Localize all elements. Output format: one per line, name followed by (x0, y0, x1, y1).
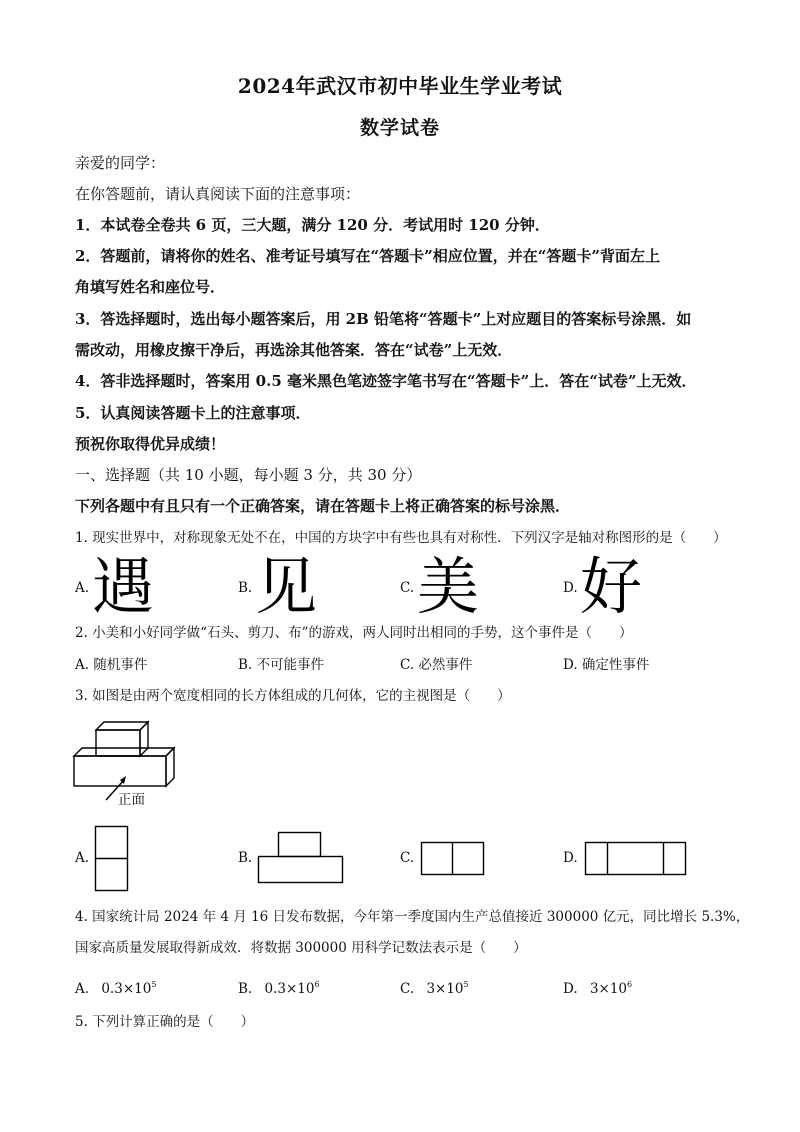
q3-option-a-label: A. (75, 850, 90, 866)
q1-option-c-label: C. (400, 580, 415, 596)
q3-solid-figure (70, 718, 180, 788)
q3-option-c-label: C. (400, 850, 415, 866)
q4-option-d-base: 3×10 (589, 981, 628, 997)
question-3-stem: 3. 如图是由两个宽度相同的长方体组成的几何体，它的主视图是（ ） (75, 688, 511, 704)
question-1-stem: 1. 现实世界中，对称现象无处不在，中国的方块字中有些也具有对称性．下列汉字是轴对称图形的是（ ） (75, 530, 727, 546)
q4-option-a (75, 975, 156, 999)
q1-option-d-label: D. (563, 580, 578, 596)
q3-option-b-figure (258, 832, 344, 884)
wish: 预祝你取得优异成绩！ (75, 435, 226, 453)
exam-title: 2024年武汉市初中毕业生学业考试 (237, 74, 563, 98)
notice-item-1: 1．本试卷全卷共 6 页，三大题，满分 120 分．考试用时 120 分钟． (75, 216, 550, 234)
q4-option-a-exp: 5 (151, 980, 157, 989)
q3-option-c-figure (421, 842, 485, 876)
notice-item-2-line-1: 2．答题前，请将你的姓名、准考证号填写在“答题卡”相应位置，并在“答题卡”背面左上 (75, 247, 660, 265)
q1-option-b-label: B. (238, 580, 253, 596)
q1-option-d-char: 好 (580, 550, 643, 623)
q3-front-label: 正面 (118, 792, 145, 808)
q2-option-d: D. 确定性事件 (563, 657, 650, 673)
q4-option-d (563, 975, 632, 999)
q4-option-c-base: 3×10 (426, 981, 464, 997)
section-instruction: 下列各题中有且只有一个正确答案，请在答题卡上将正确答案的标号涂黑． (75, 497, 571, 515)
question-4-stem-line-1: 4. 国家统计局 2024 年 4 月 16 日发布数据，今年第一季度国内生产总值接近 300000 亿元，同比增长 5.3%， (75, 909, 750, 925)
q3-option-d-label: D. (563, 850, 578, 866)
q1-option-a-char: 遇 (92, 550, 155, 623)
exam-subtitle: 数学试卷 (359, 117, 440, 139)
q2-option-a: A. 随机事件 (75, 657, 148, 673)
notice-item-2-line-2: 角填写姓名和座位号． (75, 278, 226, 296)
q1-option-a-label: A. (75, 580, 90, 596)
question-4-stem-line-2: 国家高质量发展取得新成效．将数据 300000 用科学记数法表示是（ ） (75, 940, 527, 956)
q3-option-a-figure (95, 826, 129, 892)
q4-option-c (400, 975, 469, 999)
greeting: 亲爱的同学： (75, 154, 166, 172)
q3-option-d-figure (585, 842, 687, 876)
question-2-stem: 2. 小美和小好同学做“石头、剪刀、布”的游戏，两人同时出相同的手势，这个事件是（ ） (75, 625, 633, 641)
q4-option-c-exp: 5 (463, 980, 469, 989)
notice-item-3-line-1: 3．答选择题时，选出每小题答案后，用 2B 铅笔将“答题卡”上对应题目的答案标号涂黑．如 (75, 310, 692, 328)
question-5-stem: 5. 下列计算正确的是（ ） (75, 1014, 255, 1030)
q4-option-b-base: 0.3×10 (264, 981, 315, 997)
section-heading: 一、选择题（共 10 小题，每小题 3 分，共 30 分） (75, 466, 422, 484)
q4-option-b (238, 975, 320, 999)
q4-option-a-base: 0.3×10 (101, 981, 152, 997)
q4-option-b-label: B. (238, 981, 253, 997)
q4-option-a-label: A. (75, 981, 90, 997)
q4-option-d-label: D. (563, 981, 578, 997)
notice-intro: 在你答题前，请认真阅读下面的注意事项： (75, 185, 361, 203)
q4-option-b-exp: 6 (314, 980, 320, 989)
q1-option-c-char: 美 (417, 550, 480, 623)
q3-option-b-label: B. (238, 850, 253, 866)
notice-item-4: 4．答非选择题时，答案用 0.5 毫米黑色笔迹签字笔书写在“答题卡”上．答在“试卷”上无效． (75, 372, 697, 390)
q4-option-d-exp: 6 (627, 980, 633, 989)
q1-option-b-char: 见 (255, 550, 318, 623)
q2-option-c: C. 必然事件 (400, 657, 473, 673)
notice-item-5: 5．认真阅读答题卡上的注意事项． (75, 404, 311, 422)
notice-item-3-line-2: 需改动，用橡皮擦干净后，再选涂其他答案．答在“试卷”上无效． (75, 341, 513, 359)
q2-option-b: B. 不可能事件 (238, 657, 325, 673)
q4-option-c-label: C. (400, 981, 415, 997)
